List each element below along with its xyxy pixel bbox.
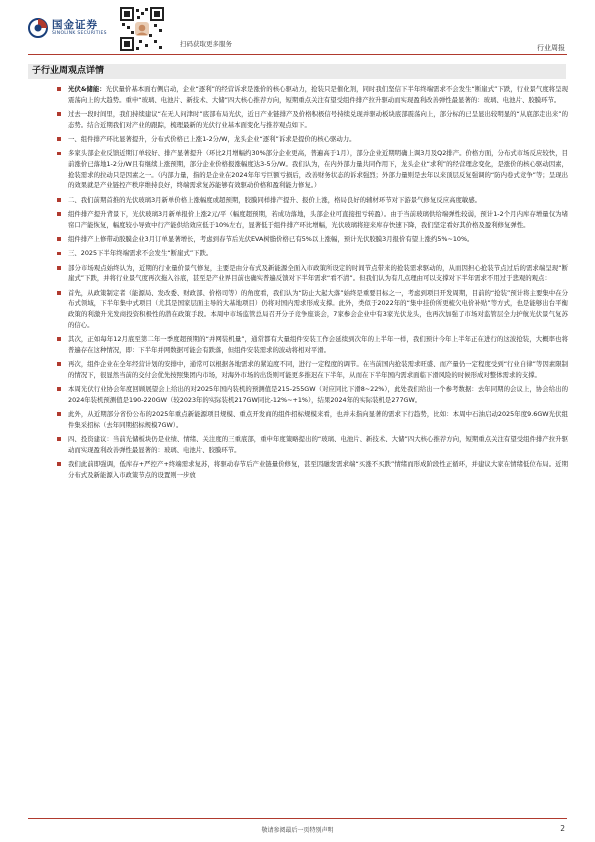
bullet-marker	[57, 87, 61, 91]
paragraph-text: 过去一段时间里，我们持续建议“在无人问津时”底部布局光伏，近日产业链排产及价格积极信号持续兑现并驱动板块底部震荡向上，部分标的已呈显出较明显的“从底部走出来”的态势。结合近期我们对产业的跟踪，梳理最新的光伏行业基本面变化与推荐观点如下。	[68, 110, 568, 129]
paragraph-lead: 光伏&储能：	[68, 85, 106, 93]
paragraph-point-3	[28, 248, 568, 259]
paragraph-forecast	[28, 384, 568, 405]
bullet-marker	[57, 237, 61, 241]
paragraph-text: 一、组件排产环比显著提升，分布式价格已上涨1-2分/W，龙头企业“逐利”诉求是提价的核心驱动力。	[68, 135, 356, 143]
logo-cn-text: 国金证券	[52, 19, 98, 31]
footer-disclaimer: 敬请参阅最后一页特别声明	[261, 827, 334, 834]
paragraph-text: 首先，从政策制定者（能源局、发改委、财政部、价格司等）的角度看，我们认为“防止大起大落”始终是重要目标之一，考虑到项目开发周期，目前的“抢装”预计将主要集中在分布式领域，下半年集中式项目（尤其是国家层面主导的大基地项目）仍将对国内需求形成支撑。此外，类似于2022年的“集中挂价所更梳欠电价补贴”等方式，也是能够出台平衡政策的利激升光发商投资积极性的潜在政策手段。本周中市场监管总局召开分子竞争座谈会，7家参会企业中有3家光伏龙头，也再次加强了市场对监管层全力护航光伏景气复苏的信心。	[68, 288, 568, 329]
section-title: 子行业周观点详情	[28, 64, 566, 79]
paragraph-text: 四、投资建议：当前光储板块仍是业绩、情绪、关注度的三重底部，重申年度策略提出的“玻璃、电池片、新技术、大储”四大核心推荐方向，短期重点关注有望受组件排产拉升驱动而实现盈利改善弹性最显著的：玻璃、电池片、胶膜环节。	[68, 435, 568, 454]
logo-en-text: SINOLINK SECURITIES	[52, 31, 107, 36]
bullet-marker	[57, 252, 61, 256]
bullet-marker	[57, 291, 61, 295]
paragraph-first	[28, 288, 568, 331]
bullet-marker	[57, 198, 61, 202]
paragraph-text: 我们此前即强调，低库存+严控产+终端需求复苏，将驱动春节后产业链量价修复，甚至因融发需求端“买涨不买跌”情绪而形成阶段性正循环，并建议大家在情绪低位布局。近期分布式及新能源入市政策节点的设置则一步放	[68, 460, 568, 479]
paragraph-intro	[28, 109, 568, 130]
company-logo	[28, 18, 107, 38]
paragraph-text: 组件排产上修带动胶膜企业3月订单显著增长，考虑到春节后光伏EVA树脂价格已有5%以上涨幅，预计光伏胶膜3月报价有望上涨约5%~10%。	[68, 235, 474, 243]
header-divider	[28, 54, 567, 55]
bullet-marker	[57, 437, 61, 441]
paragraph-closing	[28, 459, 568, 480]
paragraph-production	[28, 148, 568, 191]
paragraph-text: 本周光伏行业协会年度回顾展望会上给出的对2025年国内装机的预测值是215-255GW（对应同比下滑8~22%），此处我们给出一个参考数据：去年同期的会议上，协会给出的2024年装机预测值是190-220GW（较2023年的实际装机217GW同比-12%~+1%），结果2024年的实际装机是277GW。	[68, 385, 568, 404]
qr-code-icon[interactable]	[119, 6, 165, 52]
paragraph-point-2	[28, 195, 568, 206]
paragraph-text: 三、2025下半年终端需求不会发生“断崖式”下跌。	[68, 249, 213, 258]
bullet-marker	[57, 137, 61, 141]
bullet-marker	[57, 412, 61, 416]
bullet-marker	[57, 212, 61, 216]
paragraph-film	[28, 234, 568, 245]
paragraph-solar-storage	[28, 84, 568, 105]
scan-qr-text: 扫码获取更多服务	[180, 40, 232, 48]
page-header	[0, 0, 595, 62]
paragraph-text: 部分市场观点始终认为，近期的行业量价景气修复，主要是由分布式及新能源全面入市政策所设定的时间节点带来的抢装需求驱动的，从而因担心抢装节点过后的需求端呈现“断崖式”下跌，并将行业景气度再次拖入谷底，甚至是产业界目前也确实普遍反馈对下半年需求“看不清”。但我们认为有几点理由可以支撑对下半年需求不用过于悲观的观点：	[68, 263, 568, 283]
paragraph-text: 此外，从近期部分省份公布的2025年重点新能源项目规模、重点开发商的组件招标规模来看，也并未指向显著的需求下行趋势，比如：本周中石油启动2025年度9.6GW光伏组件集采招标（去年同期招标规模7GW）。	[68, 410, 568, 429]
paragraph-second	[28, 334, 568, 355]
bullet-marker	[57, 266, 61, 270]
paragraph-text: 再次，组件企业在全年经营计划的安排中，通常可以根据各地需求的紧迫度不同，进行一定程度的调节。在当前国内抢装需求旺盛、而产量仍一定程度受到“行业自律”等因素限制的情况下，很显然当前的交付会优先按照集团内市场，对海外市场的出货则可能更多推迟在下半年，从而在下半年国内需求面临下滑风险的时候形成对整体需求的支撑。	[68, 360, 568, 379]
paragraph-text: 组件排产提升背景下，光伏玻璃3月新单报价上涨2元/平（幅度超预期，若成功落地，头部企业可直接扭亏转盈）。由于当前玻璃供给端弹性较弱，预计1-2个月内库存增量仅为堵窑口产能恢复，幅度较小导致中行产能供给效应低于10%左右，显著低于组件排产环比增幅，光伏玻璃将迎来库存快速下降，我们坚定看好其价格及盈利修复弹性。	[68, 210, 568, 229]
logo-mark-icon	[28, 18, 48, 38]
paragraph-point-4	[28, 434, 568, 455]
bullet-marker	[57, 362, 61, 366]
footer-divider	[28, 818, 567, 819]
paragraph-text: 其次，正如每年12月底至第二年一季度超预期的“并网装机量”，通常都有大量组件安装工作会延续到次年的上半年一样，我们预计今年上半年正在进行的这波抢装，大概率也将普遍存在这种情况，即：下半年并网数据可能会有跌落，但组件安装需求的波动将相对平滑。	[68, 335, 568, 354]
report-type-label: 行业周报	[537, 44, 565, 52]
paragraph-third	[28, 359, 568, 380]
paragraph-market-view	[28, 263, 568, 284]
paragraph-text: 二、我们前期首推的光伏玻璃3月新单价格上涨幅度或超预期，胶膜同样排产提升、报价上涨，格局良好的辅材环节对下游景气修复反应高度敏感。	[68, 195, 482, 204]
page-number: 2	[560, 824, 565, 833]
paragraph-text: 光伏量价基本面右侧启动，企业“逐利”的经营诉求是涨价的核心驱动力，抢装只是催化剂，同时我们坚信下半年终端需求不会发生“断崖式”下跌，行业景气度将呈现震荡向上的大趋势。重申“玻璃、电池片、新技术、大储”四大核心推荐方向，短期重点关注有望受组件排产拉升驱动而实现盈利改善弹性最显著的：玻璃、电池片、胶膜环节。	[68, 85, 568, 104]
paragraph-glass	[28, 209, 568, 230]
bullet-marker	[57, 152, 61, 156]
bullet-marker	[57, 387, 61, 391]
report-body	[28, 84, 568, 484]
paragraph-text: 多家头部企业反馈近期订单较好、排产显著提升（环比2月增幅约30%部分企业更高，普遍高于1月），部分企业近期明确上调3月及Q2排产。价格方面，分布式市场反应较快，目前涨价已落地1-2分/W且有继续上涨预期，部分企业价格报涨幅度达3-5分/W。我们认为，在内外部力量共同作用下，龙头企业“求利”的经营理念变化，是涨价的核心驱动因素，抢装需求的拉动只是因素之一。（内部力量，指的是企业在2024年年亏巨额亏损后，改善财务状态的诉求强烈；外部力量则是去年以来顶层反复强调的“防内卷式竞争”等；呈现出的效果就是产业链控产秩序维持良好，终端需求复苏能够有效驱动价格和盈利能力修复。）	[68, 149, 568, 190]
bullet-marker	[57, 462, 61, 466]
paragraph-point-1	[28, 134, 568, 145]
bullet-marker	[57, 337, 61, 341]
paragraph-additionally	[28, 409, 568, 430]
bullet-marker	[57, 112, 61, 116]
